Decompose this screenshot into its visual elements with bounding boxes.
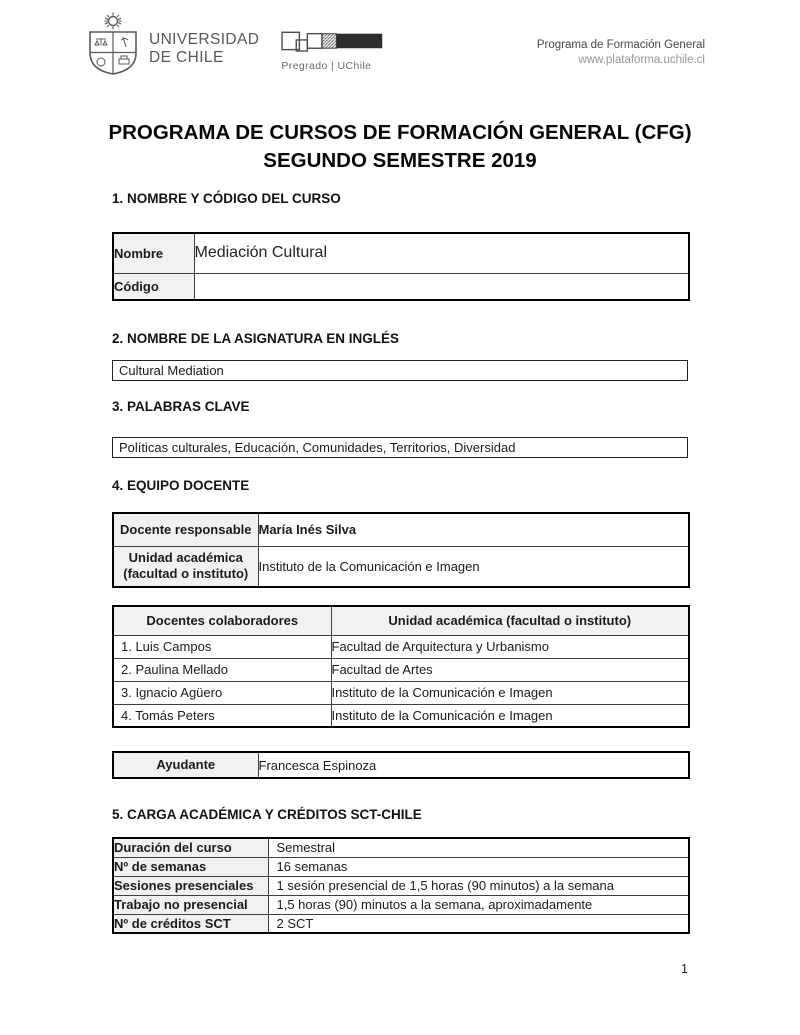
collaborator-unit-cell: Instituto de la Comunicación e Imagen — [331, 681, 689, 704]
collaborator-name-cell: 1. Luis Campos — [113, 635, 331, 658]
table-row — [113, 838, 689, 857]
academic-unit-label-cell: Unidad académica (facultad o instituto) — [113, 546, 258, 587]
section3-heading: 3. PALABRAS CLAVE — [112, 399, 250, 414]
table-row — [113, 857, 689, 876]
table-row — [113, 895, 689, 914]
collaborator-name-cell: 2. Paulina Mellado — [113, 658, 331, 681]
sessions-value-cell: 1 sesión presencial de 1,5 horas (90 minutos) a la semana — [268, 876, 689, 895]
table-header-row — [113, 606, 689, 635]
collaborators-table — [112, 605, 690, 728]
table-row — [113, 273, 689, 300]
academic-load-table — [112, 837, 690, 934]
pregrado-caption: Pregrado | UChile — [281, 60, 372, 72]
nombre-label-cell: Nombre — [113, 233, 194, 273]
collaborator-unit-cell: Facultad de Arquitectura y Urbanismo — [331, 635, 689, 658]
nonpresential-label-cell: Trabajo no presencial — [113, 895, 268, 914]
university-name-line1: UNIVERSIDAD — [149, 31, 260, 48]
keywords-box: Políticas culturales, Educación, Comunidades, Territorios, Diversidad — [112, 437, 688, 458]
table-row — [113, 752, 689, 778]
assistant-value-cell: Francesca Espinoza — [258, 752, 689, 778]
document-title-line1: PROGRAMA DE CURSOS DE FORMACIÓN GENERAL (CFG) — [108, 121, 692, 144]
collaborators-unit-header-cell: Unidad académica (facultad o instituto) — [331, 606, 689, 635]
collaborators-header-cell: Docentes colaboradores — [113, 606, 331, 635]
sessions-label-cell: Sesiones presenciales — [113, 876, 268, 895]
course-name-code-table — [112, 232, 690, 301]
collaborator-name-cell: 3. Ignacio Agüero — [113, 681, 331, 704]
university-name-line2: DE CHILE — [149, 48, 224, 66]
academic-unit-value-cell: Instituto de la Comunicación e Imagen — [258, 546, 689, 587]
page-header — [85, 12, 705, 75]
header-website-url: www.plataforma.uchile.cl — [578, 54, 705, 66]
document-title — [0, 119, 800, 175]
section1-heading: 1. NOMBRE Y CÓDIGO DEL CURSO — [112, 191, 341, 206]
section2-heading: 2. NOMBRE DE LA ASIGNATURA EN INGLÉS — [112, 331, 400, 346]
pregrado-logo — [281, 28, 385, 72]
table-row — [113, 658, 689, 681]
table-row — [113, 546, 689, 587]
english-name-box: Cultural Mediation — [112, 360, 688, 381]
nombre-value-cell: Mediación Cultural — [194, 233, 689, 273]
nonpresential-value-cell: 1,5 horas (90) minutos a la semana, aproximadamente — [268, 895, 689, 914]
responsible-teacher-table — [112, 512, 690, 588]
codigo-label-cell: Código — [113, 273, 194, 300]
university-brand — [85, 12, 385, 75]
table-row — [113, 704, 689, 727]
collaborator-unit-cell: Instituto de la Comunicación e Imagen — [331, 704, 689, 727]
table-row — [113, 876, 689, 895]
document-title-line2: SEGUNDO SEMESTRE 2019 — [263, 149, 537, 172]
duration-label-cell: Duración del curso — [113, 838, 268, 857]
table-row — [113, 233, 689, 273]
duration-value-cell: Semestral — [268, 838, 689, 857]
responsible-label-cell: Docente responsable — [113, 513, 258, 546]
codigo-value-cell — [194, 273, 689, 300]
credits-label-cell: Nº de créditos SCT — [113, 914, 268, 933]
header-right-block — [537, 38, 705, 75]
section5-heading: 5. CARGA ACADÉMICA Y CRÉDITOS SCT-CHILE — [112, 807, 422, 822]
weeks-label-cell: Nº de semanas — [113, 857, 268, 876]
table-row — [113, 681, 689, 704]
university-shield-icon — [85, 12, 141, 75]
table-row — [113, 513, 689, 546]
collaborator-unit-cell: Facultad de Artes — [331, 658, 689, 681]
pregrado-squares-icon — [281, 28, 385, 56]
assistant-label-cell: Ayudante — [113, 752, 258, 778]
table-row — [113, 914, 689, 933]
credits-value-cell: 2 SCT — [268, 914, 689, 933]
university-wordmark — [149, 31, 259, 66]
page-number: 1 — [681, 962, 688, 976]
table-row — [113, 635, 689, 658]
assistant-table — [112, 751, 690, 779]
collaborator-name-cell: 4. Tomás Peters — [113, 704, 331, 727]
section4-heading: 4. EQUIPO DOCENTE — [112, 478, 250, 493]
header-program-name: Programa de Formación General — [536, 39, 705, 51]
responsible-value-cell: María Inés Silva — [258, 513, 689, 546]
weeks-value-cell: 16 semanas — [268, 857, 689, 876]
